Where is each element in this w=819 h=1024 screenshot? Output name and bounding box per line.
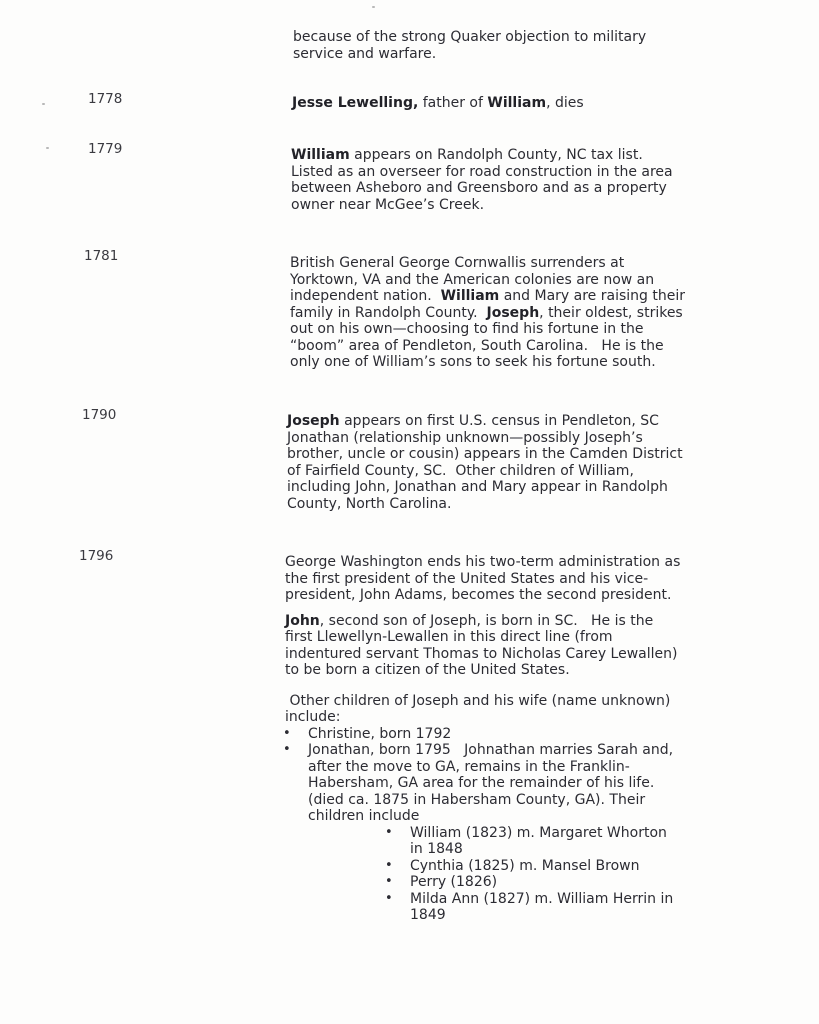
entry-line: Habersham, GA area for the remainder of his life. <box>308 775 655 791</box>
entry-line: to be born a citizen of the United States. <box>285 662 570 678</box>
paragraph <box>285 613 680 679</box>
entry-line: 1849 <box>410 907 446 923</box>
entry-line <box>291 147 673 164</box>
entry-line: only one of William’s sons to seek his fortune south. <box>290 354 656 370</box>
entry-line: children include <box>308 808 420 824</box>
entry-1796 <box>285 554 680 924</box>
year-label: 1778 <box>88 91 123 107</box>
scan-speck <box>372 6 375 8</box>
year-label: 1779 <box>88 141 123 157</box>
entry-text: , dies <box>546 95 584 111</box>
entry-line: include: <box>285 709 341 725</box>
person-name: Jesse Lewelling, <box>292 95 419 111</box>
entry-text: father of <box>418 95 488 111</box>
year-label: 1790 <box>82 407 117 423</box>
entry-line: Other children of Joseph and his wife (name unknown) <box>285 692 671 709</box>
entry-line: Jonathan, born 1795 Johnathan marries Sarah and, <box>308 742 674 758</box>
entry-text: appears on Randolph County, NC tax list. <box>349 147 643 163</box>
bullet-icon: • <box>385 857 393 873</box>
person-name: Joseph <box>287 413 340 429</box>
entry-text: , their oldest, strikes <box>539 304 683 321</box>
year-label: 1796 <box>79 548 114 564</box>
entry-text: and Mary are raising their <box>499 288 685 304</box>
entry-line: British General George Cornwallis surrenders at <box>290 255 625 271</box>
list-item <box>283 742 680 924</box>
bullet-icon: • <box>385 824 393 840</box>
entry-line: between Asheboro and Greensboro and as a property <box>291 180 667 196</box>
intro-paragraph <box>293 29 646 62</box>
entry-line: Milda Ann (1827) m. William Herrin in <box>410 890 674 907</box>
list-item <box>283 725 680 743</box>
entry-line: George Washington ends his two-term administration as <box>285 554 681 570</box>
entry-line <box>290 288 685 305</box>
person-name: Joseph <box>486 304 540 321</box>
paragraph <box>285 693 680 726</box>
entry-line: after the move to GA, remains in the Franklin- <box>308 758 630 775</box>
entry-line: brother, uncle or cousin) appears in the Camden District <box>287 446 683 462</box>
person-name: William <box>440 288 500 304</box>
bullet-icon: • <box>283 725 291 741</box>
entry-line: Yorktown, VA and the American colonies are now an <box>290 271 655 288</box>
paragraph <box>285 554 680 604</box>
entry-text: appears on first U.S. census in Pendleton, SC <box>339 413 659 429</box>
entry-text: family in Randolph County. <box>290 304 487 321</box>
entry-line: in 1848 <box>410 841 463 857</box>
scan-speck <box>46 147 49 149</box>
list-item <box>385 857 680 875</box>
entry-line: William (1823) m. Margaret Whorton <box>410 824 667 841</box>
entry-line: out on his own—choosing to find his fortune in the <box>290 321 644 337</box>
bullet-icon: • <box>385 890 393 906</box>
entry-line: Cynthia (1825) m. Mansel Brown <box>410 857 640 874</box>
entry-line: first Llewellyn-Lewallen in this direct line (from <box>285 629 613 645</box>
person-name: John <box>285 612 320 629</box>
list-item <box>385 824 680 858</box>
person-name: William <box>487 95 547 111</box>
bullet-icon: • <box>283 742 291 757</box>
entry-line: “boom” area of Pendleton, South Carolina. He is the <box>290 337 664 354</box>
entry-line: owner near McGee’s Creek. <box>291 196 485 213</box>
entry-text: , second son of Joseph, is born in SC. He is the <box>319 612 654 629</box>
list-item <box>385 890 680 924</box>
entry-1779 <box>291 147 673 213</box>
entry-1790 <box>287 413 683 512</box>
entry-line: the first president of the United States and his vice- <box>285 570 649 587</box>
entry-line: County, North Carolina. <box>287 495 452 512</box>
entry-1778 <box>292 95 584 112</box>
entry-line <box>292 95 584 112</box>
entry-line <box>285 613 680 630</box>
list-item <box>385 874 680 891</box>
person-name: William <box>291 147 350 163</box>
entry-line: Jonathan (relationship unknown—possibly Joseph’s <box>287 429 643 446</box>
entry-text: independent nation. <box>290 288 441 304</box>
entry-line: president, John Adams, becomes the second president. <box>285 587 672 603</box>
grandchildren-list <box>385 824 680 924</box>
entry-1781 <box>290 255 685 371</box>
entry-line: (died ca. 1875 in Habersham County, GA). Their <box>308 791 646 808</box>
entry-line: Christine, born 1792 <box>308 725 452 742</box>
entry-line <box>287 413 683 430</box>
children-list <box>283 725 680 924</box>
entry-line <box>290 305 685 322</box>
entry-line: including John, Jonathan and Mary appear in Randolph <box>287 479 668 495</box>
year-label: 1781 <box>84 248 119 264</box>
entry-line: of Fairfield County, SC. Other children of William, <box>287 462 634 479</box>
entry-line: Perry (1826) <box>410 874 498 890</box>
intro-line: because of the strong Quaker objection to military <box>293 29 647 45</box>
entry-line: Listed as an overseer for road construction in the area <box>291 163 673 180</box>
entry-line: indentured servant Thomas to Nicholas Carey Lewallen) <box>285 645 678 662</box>
scan-speck <box>42 103 45 105</box>
bullet-icon: • <box>385 874 393 889</box>
intro-line: service and warfare. <box>293 45 437 62</box>
